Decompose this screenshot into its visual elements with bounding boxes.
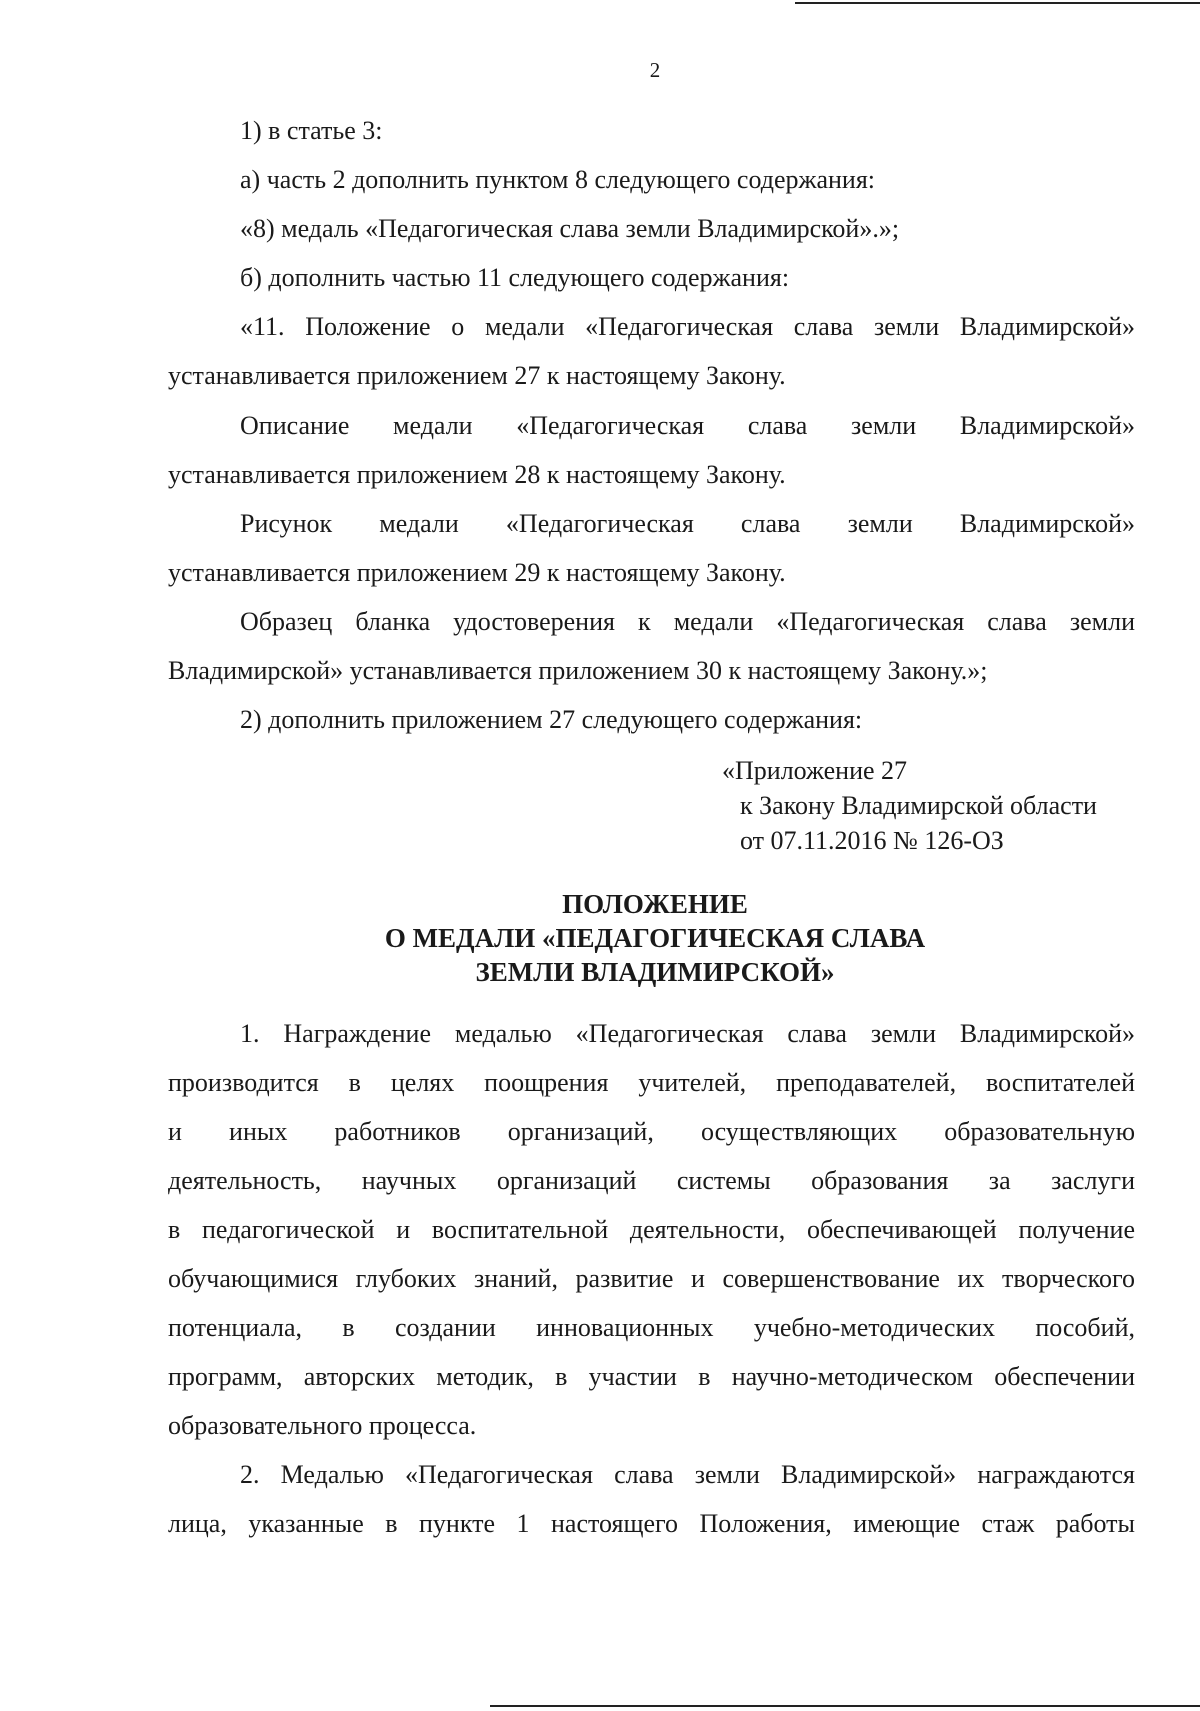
paragraph-drawing-line-1: Рисунок медали «Педагогическая слава земли Владимирской» bbox=[240, 509, 1135, 538]
paragraph-part-2-addition: а) часть 2 дополнить пунктом 8 следующего содержания: bbox=[240, 165, 876, 194]
appendix-label: «Приложение 27 bbox=[722, 756, 908, 785]
section-1-line-8: программ, авторских методик, в участии в научно-методическом обеспечении bbox=[168, 1362, 1135, 1391]
appendix-law-reference: к Закону Владимирской области bbox=[740, 791, 1097, 820]
paragraph-description-line-1: Описание медали «Педагогическая слава земли Владимирской» bbox=[240, 411, 1135, 440]
paragraph-description-line-2: устанавливается приложением 28 к настоящему Закону. bbox=[168, 460, 786, 489]
section-1-line-2: производится в целях поощрения учителей, преподавателей, воспитателей bbox=[168, 1068, 1135, 1097]
section-1-line-9: образовательного процесса. bbox=[168, 1411, 477, 1440]
paragraph-part-11-addition: б) дополнить частью 11 следующего содержания: bbox=[240, 263, 790, 292]
appendix-date-number: от 07.11.2016 № 126-ОЗ bbox=[740, 826, 1004, 855]
section-1-line-4: деятельность, научных организаций системы образования за заслуги bbox=[168, 1166, 1135, 1195]
section-1-line-5: в педагогической и воспитательной деятельности, обеспечивающей получение bbox=[168, 1215, 1135, 1244]
section-1-line-3: и иных работников организаций, осуществляющих образовательную bbox=[168, 1117, 1135, 1146]
section-2-line-1: 2. Медалью «Педагогическая слава земли Владимирской» награждаются bbox=[240, 1460, 1135, 1489]
document-title-line-1: ПОЛОЖЕНИЕ bbox=[562, 889, 748, 919]
paragraph-certificate-line-1: Образец бланка удостоверения к медали «Педагогическая слава земли bbox=[240, 607, 1135, 636]
section-2-line-2: лица, указанные в пункте 1 настоящего Положения, имеющие стаж работы bbox=[168, 1509, 1135, 1538]
paragraph-drawing-line-2: устанавливается приложением 29 к настоящему Закону. bbox=[168, 558, 786, 587]
section-1-line-6: обучающимися глубоких знаний, развитие и совершенствование их творческого bbox=[168, 1264, 1135, 1293]
paragraph-appendix-27-addition: 2) дополнить приложением 27 следующего содержания: bbox=[240, 705, 863, 734]
paragraph-11-line-2: устанавливается приложением 27 к настоящему Закону. bbox=[168, 361, 786, 390]
section-1-line-7: потенциала, в создании инновационных учебно-методических пособий, bbox=[168, 1313, 1135, 1342]
section-1-line-1: 1. Награждение медалью «Педагогическая слава земли Владимирской» bbox=[240, 1019, 1135, 1048]
paragraph-11-line-1: «11. Положение о медали «Педагогическая слава земли Владимирской» bbox=[240, 312, 1135, 341]
scan-edge-line-bottom bbox=[490, 1705, 1200, 1707]
document-title-line-3: ЗЕМЛИ ВЛАДИМИРСКОЙ» bbox=[475, 957, 835, 987]
paragraph-article-3: 1) в статье 3: bbox=[240, 116, 383, 145]
scan-edge-line-top bbox=[795, 2, 1200, 4]
page-number: 2 bbox=[649, 58, 661, 82]
document-title-line-2: О МЕДАЛИ «ПЕДАГОГИЧЕСКАЯ СЛАВА bbox=[384, 923, 926, 953]
paragraph-item-8: «8) медаль «Педагогическая слава земли Владимирской».»; bbox=[240, 214, 900, 243]
paragraph-certificate-line-2: Владимирской» устанавливается приложением 30 к настоящему Закону.»; bbox=[168, 656, 988, 685]
